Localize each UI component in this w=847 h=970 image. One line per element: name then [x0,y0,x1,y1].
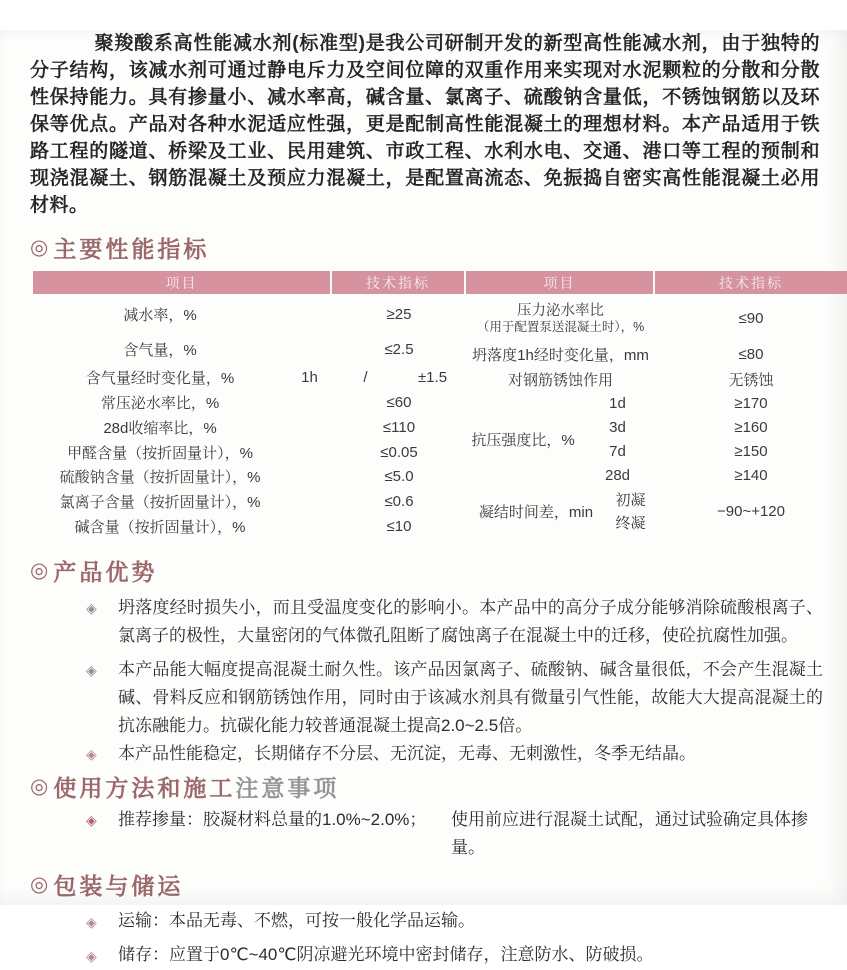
diamond-bullet-icon: ◈ [86,914,97,930]
table-header-cell: 技术指标 [655,271,847,294]
item-label: 硫酸钠含量（按折固量计），% [59,469,261,486]
section-title: 使用方法和施工 [53,774,236,801]
section-marker-icon: ◎ [30,774,49,798]
diamond-bullet-icon: ◈ [86,746,97,762]
setting-sub-column [606,487,655,535]
packaging-bullet [0,908,847,936]
product-datasheet-page [0,30,847,964]
advantage-bullet [0,594,847,650]
item-label: 28d收缩率比，% [103,420,217,437]
section-title-faded: 注意事项 [235,774,340,801]
table-header-cell: 技术指标 [332,271,466,294]
advantage-bullet [0,740,847,768]
trial-mix-note: 使用前应进行混凝土试配，通过试验确定具体掺量。 [451,810,808,857]
age-cell: 3d [609,418,626,436]
table-row [466,367,847,391]
item-label [466,302,655,335]
item-label-line1: 压力泌水率比 [517,302,604,319]
item-label: 含气量经时变化量，% [85,369,235,387]
indicator-value: ≤0.05 [380,443,418,461]
table-row [466,294,847,342]
indicator-value: ≤110 [382,419,416,436]
section-marker-icon: ◎ [30,872,49,896]
item-label: 抗压强度比，% [471,431,575,449]
age-sub-column [580,391,655,487]
indicator-value: ≥150 [734,442,768,460]
indicator-value: ≤5.0 [384,468,414,485]
table-left-half [33,294,466,538]
table-row [33,464,466,489]
indicator-value: 无锈蚀 [728,371,774,389]
item-label-line2: （用于配置泵送混凝土时），% [476,319,645,334]
table-row [33,334,466,364]
item-label: 甲醛含量（按折固量计），% [67,444,253,462]
item-label: 含气量，% [123,341,197,359]
item-label: 碱含量（按折固量计），% [74,518,246,536]
performance-table [33,271,847,538]
item-label: 常压泌水率比，% [100,395,220,412]
slash-cell: / [363,368,368,386]
strength-ratio-block [466,391,847,487]
age-cell: 28d [604,466,631,484]
table-row [33,364,466,390]
section-heading-usage [30,772,822,800]
initial-setting-label: 初凝 [615,492,646,509]
indicator-value: ≤60 [386,394,412,411]
indicator-value: ≤2.5 [384,340,414,358]
table-row [33,294,466,334]
section-title: 产品优势 [53,558,158,585]
age-cell: 7d [609,442,626,460]
diamond-bullet-icon: ◈ [86,812,97,828]
intro-paragraph: 聚羧酸系高性能减水剂(标准型)是我公司研制开发的新型高性能减水剂，由于独特的分子结构，该减水剂可通过静电斥力及空间位障的双重作用来实现对水泥颗粒的分散和分散性保持能力。具有掺量小、减水率高，碱含量、氯离子、硫酸钠含量低，不锈蚀钢筋以及环保等优点。产品对各种水泥适应性强，更是配制高性能混凝土的理想材料。本产品适用于铁路工程的隧道、桥梁及工业、民用建筑、市政工程、水利水电、交通、港口等工程的预制和现浇混凝土、钢筋混凝土及预应力混凝土，是配置高流态、免振捣自密实高性能混凝土必用材料。 [30,33,820,216]
section-heading-performance [30,233,822,261]
item-label: 氯离子含量（按折固量计），% [59,494,261,511]
table-row [33,489,466,514]
item-label: 凝结时间差，min [478,503,594,521]
bullet-text: 本产品性能稳定，长期储存不分层、无沉淀，无毒、无刺激性，冬季无结晶。 [118,744,696,763]
bullet-text: 本产品能大幅度提高混凝土耐久性。该产品因氯离子、硫酸钠、碱含量很低，不会产生混凝土碱、骨料反应和钢筋锈蚀作用，同时由于该减水剂具有微量引气性能，故能大大提高混凝土的抗冻融能力。抗碳化能力较普通混凝土提高2.0~2.5倍。 [118,660,823,735]
table-row [466,342,847,367]
transport-text: 运输：本品无毒、不燃，可按一般化学品运输。 [118,911,475,930]
table-header-cell: 项目 [466,271,655,294]
bullet-text: 坍落度经时损失小，而且受温度变化的影响小。本产品中的高分子成分能够消除硫酸根离子、氯离子的极性，大量密闭的气体微孔阻断了腐蚀离子在混凝土中的迁移，使砼抗腐性加强。 [118,598,823,645]
indicator-value: ±1.5 [417,368,448,386]
indicator-value: ≤90 [738,309,764,327]
usage-bullet [0,806,847,862]
indicator-value: ≥25 [386,305,412,323]
item-label: 坍落度1h经时变化量，mm [472,347,649,364]
table-right-half [466,294,847,538]
indicator-value: ≤80 [738,346,764,363]
strength-value-column [655,391,847,487]
section-heading-advantages [30,556,822,584]
indicator-value: ≥140 [734,466,768,484]
age-cell: 1d [609,394,626,412]
indicator-value: ≥160 [734,418,768,436]
table-header-cell: 项目 [33,271,332,294]
dosage-text: 推荐掺量：胶凝材料总量的1.0%~2.0%； [118,810,427,829]
section-title: 主要性能指标 [53,235,210,262]
indicator-value: ≤10 [386,517,412,535]
section-marker-icon: ◎ [30,235,49,259]
advantage-bullet [0,656,847,740]
section-marker-icon: ◎ [30,558,49,582]
indicator-value: ≥170 [734,394,768,412]
indicator-value: ≤0.6 [384,493,414,510]
time-sub-cell: 1h [301,368,318,386]
item-label: 对钢筋锈蚀作用 [507,371,613,389]
table-header-row [33,271,847,294]
diamond-bullet-icon: ◈ [86,600,97,616]
table-body [33,294,847,538]
table-row [33,440,466,464]
storage-text: 储存：应置于0℃~40℃阴凉避光环境中密封储存，注意防水、防破损。 [118,945,654,964]
diamond-bullet-icon: ◈ [86,662,97,678]
item-label: 减水率，% [123,306,197,324]
indicator-value: −90~+120 [717,502,785,520]
packaging-bullet [0,942,847,970]
table-row [33,514,466,538]
table-row [33,390,466,415]
final-setting-label: 终凝 [615,515,646,532]
section-heading-packaging [30,870,822,898]
section-title: 包装与储运 [53,872,184,899]
diamond-bullet-icon: ◈ [86,948,97,964]
table-row [33,415,466,440]
setting-time-block [466,487,847,535]
